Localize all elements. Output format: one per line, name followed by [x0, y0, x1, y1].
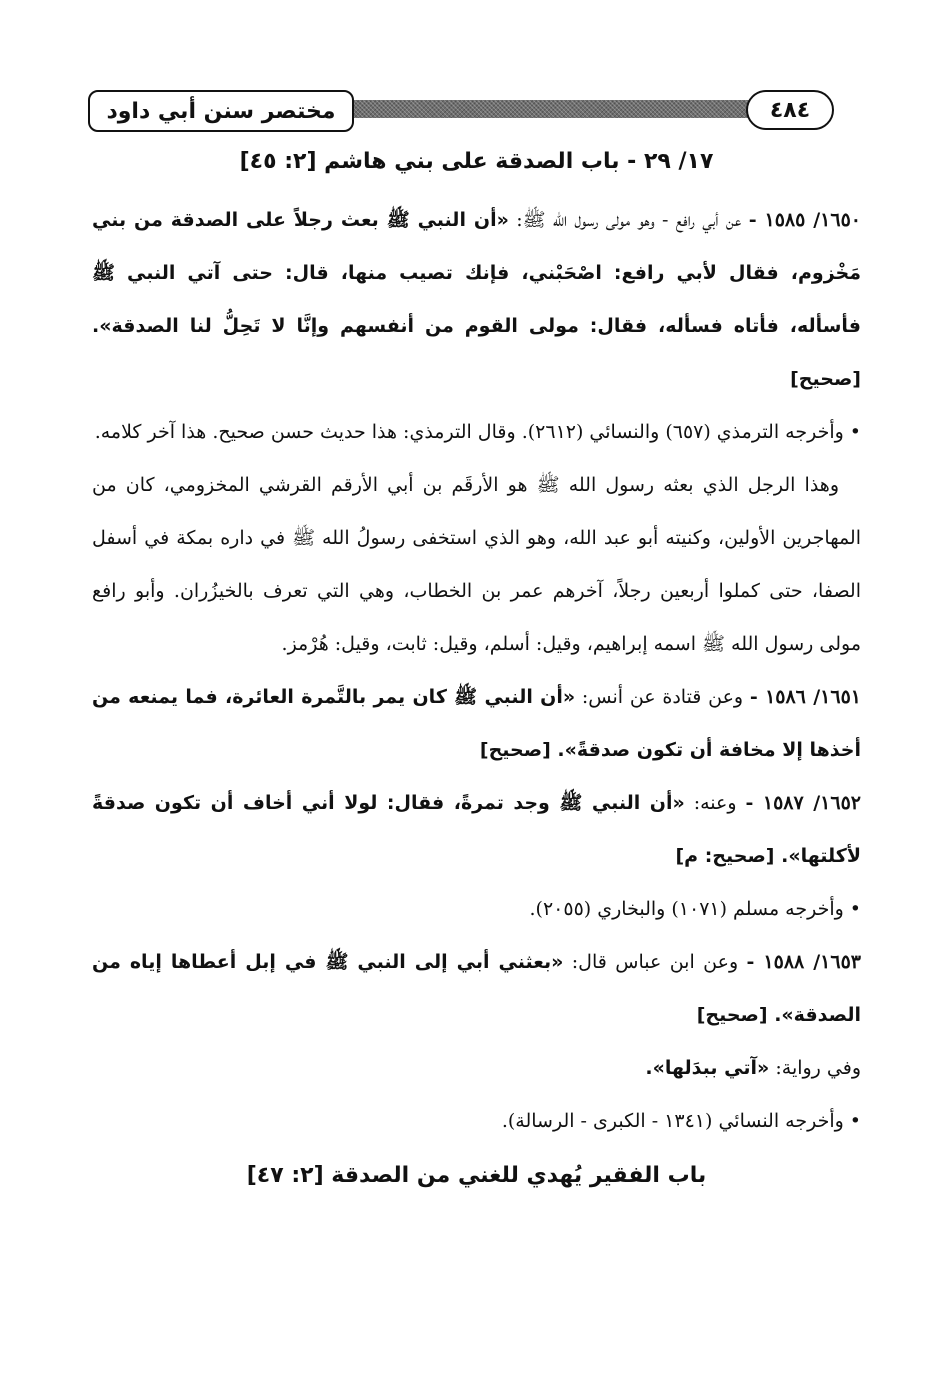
- page-header: [88, 86, 860, 134]
- bullet-icon: •: [849, 1110, 861, 1132]
- section-title: باب الفقير يُهدي للغني من الصدقة [٢: ٤٧]: [246, 1163, 707, 1188]
- hadith-grade: [صحيح]: [696, 1004, 775, 1026]
- hadith-number: ١٦٥١/ ١٥٨٦ -: [749, 686, 861, 708]
- hadith-number: ١٦٥٣/ ١٥٨٨ -: [746, 951, 861, 973]
- bullet-icon: •: [849, 421, 861, 443]
- hadith-grade: [صحيح]: [790, 368, 861, 390]
- hadith-isnad: وعن قتادة عن أنس:: [575, 686, 750, 708]
- bullet-icon: •: [849, 898, 861, 920]
- page-number-badge: [746, 90, 834, 130]
- hadith-1652: [92, 777, 861, 883]
- riwaya-prefix: وفي رواية:: [769, 1057, 861, 1079]
- hadith-grade: [صحيح: م]: [675, 845, 782, 867]
- takhrij-text: وأخرجه النسائي (١٣٤١ - الكبرى - الرسالة).: [501, 1110, 844, 1132]
- hadith-grade: [صحيح]: [479, 739, 558, 761]
- page-number: ٤٨٤: [769, 97, 811, 123]
- book-title-box: [88, 90, 354, 132]
- hadith-text: «أن النبي ﷺ وجد تمرةً، فقال: لولا أني أخاف أن تكون صدقةً لأكلتها».: [92, 792, 861, 867]
- hadith-number: ١٦٥٠/ ١٥٨٥ -: [748, 209, 861, 231]
- riwaya-text: «آتي ببدَلها».: [645, 1057, 770, 1079]
- takhrij-1653: [92, 1095, 861, 1148]
- book-title: مختصر سنن أبي داود: [106, 98, 336, 124]
- hadith-number: ١٦٥٢/ ١٥٨٧ -: [745, 792, 861, 814]
- alternate-narration: [92, 1042, 861, 1095]
- page-content: [92, 142, 861, 1198]
- hadith-isnad: عن أبي رافع - وهو مولى رسول الله ﷺ:: [508, 209, 749, 231]
- hadith-text: «أن النبي ﷺ كان يمر بالتَّمرة العائرة، فما يمنعه من أخذها إلا مخافة أن تكون صدقةً».: [92, 686, 861, 761]
- takhrij-text: وأخرجه مسلم (١٠٧١) والبخاري (٢٠٥٥).: [529, 898, 844, 920]
- takhrij-text: وأخرجه الترمذي (٦٥٧) والنسائي (٢٦١٢). وقال الترمذي: هذا حديث حسن صحيح. هذا آخر كلامه.: [94, 421, 844, 443]
- hadith-1651: [92, 671, 861, 777]
- hadith-isnad: وعن ابن عباس قال:: [563, 951, 747, 973]
- hadith-1653: [92, 936, 861, 1042]
- hadith-1650: [92, 194, 861, 406]
- hadith-text: «بعثني أبي إلى النبي ﷺ في إبل أعطاها إياه من الصدقة».: [92, 951, 861, 1026]
- takhrij-1652: [92, 883, 861, 936]
- commentary-paragraph: وهذا الرجل الذي بعثه رسول الله ﷺ هو الأرقَم بن أبي الأرقم القرشي المخزومي، كان من المهاجرين الأولين، وكنيته أبو عبد الله، وهو الذي استخفى رسولُ الله ﷺ في داره بمكة في أسفل الصفا، حتى كملوا أربعين رجلاً، آخرهم عمر بن الخطاب، وهي التي تعرف بالخيزُران. وأبو رافع مولى رسول الله ﷺ اسمه إبراهيم، وقيل: أسلم، وقيل: ثابت، وقيل: هُرْمز.: [92, 474, 861, 655]
- hadith-text: «أن النبي ﷺ بعث رجلاً على الصدقة من بني مَخْزوم، فقال لأبي رافع: اصْحَبْني، فإنك تصيب منها، قال: حتى آتي النبي ﷺ فأسأله، فأتاه فسأله، فقال: مولى القوم من أنفسهم وإنَّا لا تَحِلُّ لنا الصدقة».: [92, 209, 861, 337]
- chapter-title: ١٧/ ٢٩ - باب الصدقة على بني هاشم [٢: ٤٥]: [239, 149, 714, 174]
- hadith-isnad: وعنه:: [684, 792, 746, 814]
- takhrij-1650: [92, 406, 861, 459]
